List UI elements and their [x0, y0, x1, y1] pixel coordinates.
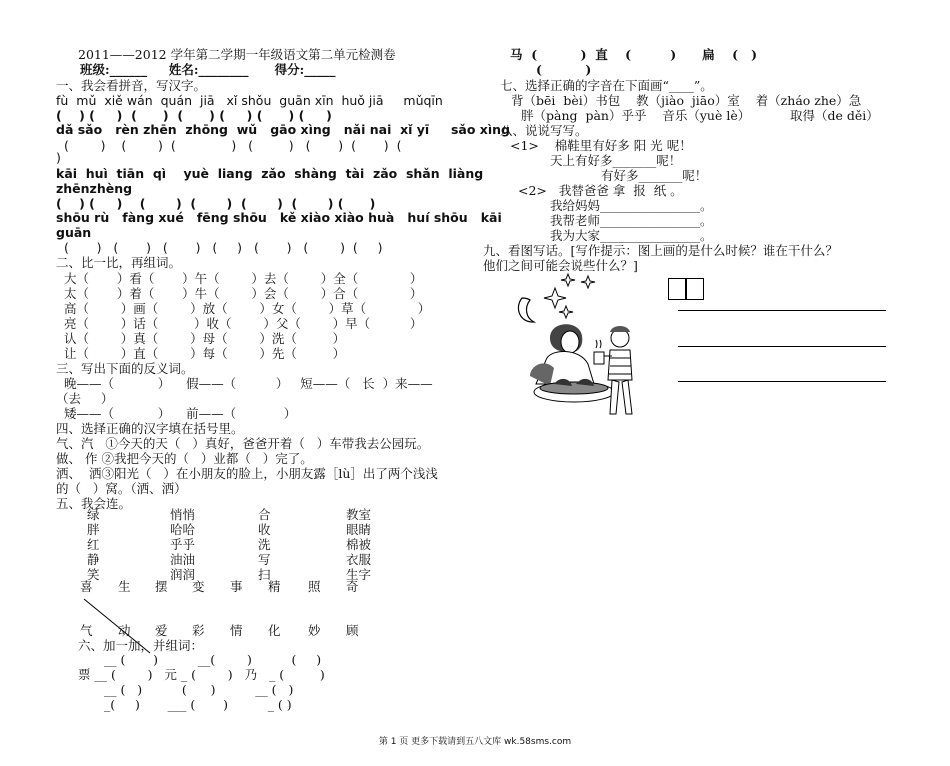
right-text-line: 七、选择正确的字音在下面画“____”。 — [500, 78, 713, 93]
link-char-bottom: 顾 — [346, 623, 359, 638]
link-char-bottom: 化 — [268, 623, 281, 638]
left-text-line: 认（ ）真（ ）母（ ）洗（ ） — [64, 331, 346, 346]
link-char-top: 喜 — [80, 579, 93, 594]
left-text-line: （去 ） — [56, 391, 114, 406]
match-word: 胖 — [87, 522, 100, 537]
link-char-top: 变 — [192, 579, 205, 594]
left-text-line: 五、我会连。 — [56, 496, 132, 511]
right-text-line: 我帮老师________________。 — [550, 213, 713, 228]
match-word: 静 — [87, 552, 100, 567]
match-word: 绿 — [87, 507, 100, 522]
left-text-line: kāi huì tiān qì yuè liang zǎo shàng tài zǎo shǎn liàng — [56, 166, 484, 181]
right-text-line: 天上有好多_______呢！ — [550, 153, 682, 168]
left-text-line: dǎ sǎo rèn zhēn zhōng wǔ gāo xìng nǎi nai xǐ yī sǎo xìng — [56, 122, 510, 137]
match-word: 写 — [258, 552, 271, 567]
left-text-line: 太（ ）着（ ）牛（ ）会（ ）合（ ） — [64, 286, 423, 301]
right-text-line: <1> 棉鞋里有好多 阳 光 呢！ — [510, 138, 692, 153]
match-word: 教室 — [346, 507, 372, 522]
left-text-line: 高（ ）画（ ）放（ ）女（ ）草（ ） — [64, 301, 431, 316]
left-text-line: 三、写出下面的反义词。 — [56, 361, 194, 376]
section6-title: 六、加一加，并组词： — [78, 638, 204, 653]
link-char-bottom: 爱 — [155, 623, 168, 638]
left-text-line: 晚——（ ） 假——（ ） 短——（ 长 ）来—— — [64, 376, 433, 391]
left-text-line: 二、比一比，再组词。 — [56, 255, 182, 270]
link-char-top: 摆 — [155, 579, 168, 594]
right-text-line: 胖（pàng pàn）乎乎 音乐（yuè lè） 取得（de děi） — [521, 108, 879, 123]
mother-son-illustration — [510, 268, 660, 420]
left-text-line: 四、选择正确的汉字填在括号里。 — [56, 421, 244, 436]
left-text-line: 洒、 洒③阳光（ ）在小朋友的脸上，小朋友露［lù］出了两个浅浅 — [56, 466, 438, 481]
section6-line: __ ( ) ( ) __ ( ) — [104, 682, 294, 697]
left-text-line: 做、 作 ②我把今天的（ ）业都（ ）完了。 — [56, 451, 313, 466]
match-word: 悄悄 — [170, 507, 196, 522]
left-text-line: 的（ ）窝。（洒、洒） — [56, 481, 187, 496]
match-word: 收 — [258, 522, 271, 537]
match-word: 合 — [258, 507, 271, 522]
right-text-line: 九、看图写话。[写作提示：图上画的是什么时候？谁在干什么？ — [483, 243, 838, 258]
right-text-line: 我为大家________________。 — [550, 228, 713, 243]
left-text-line: zhēnzhèng — [56, 181, 133, 196]
match-word: 棉被 — [346, 537, 372, 552]
link-char-bottom: 动 — [118, 623, 131, 638]
right-text-line: 我给妈妈________________。 — [550, 198, 713, 213]
page-footer: 第 1 页 更多下载请到五八文库 wk.58sms.com — [378, 737, 572, 747]
left-text-line: ( ) ( ) ( ) ( ) ( ) ( ) ( ) — [56, 240, 383, 255]
link-char-top: 照 — [308, 579, 321, 594]
writing-line-2 — [678, 346, 886, 347]
right-text-line: 八、说说写写。 — [500, 123, 588, 138]
left-text-line: shōu rù fàng xué fēng shōu kě xiào xiào huà huí shōu kāi — [56, 210, 502, 225]
writing-box-1 — [668, 278, 686, 300]
match-word: 洗 — [258, 537, 271, 552]
link-char-top: 奇 — [346, 579, 359, 594]
link-char-bottom: 彩 — [192, 623, 205, 638]
match-word: 衣服 — [346, 552, 372, 567]
match-word: 乎乎 — [170, 537, 196, 552]
match-word: 笑 — [87, 567, 100, 582]
left-text-line: fù mǔ xiě wán quán jiā xǐ shǒu guān xīn huǒ jiā mǔqīn — [56, 93, 443, 108]
link-char-bottom: 妙 — [308, 623, 321, 638]
match-word: 哈哈 — [170, 522, 196, 537]
right-text-line: ( ) — [536, 62, 592, 77]
right-text-line: 有好多_______呢！ — [601, 168, 708, 183]
match-word: 眼睛 — [346, 522, 372, 537]
writing-box-2 — [686, 278, 704, 300]
left-text-line: 一、我会看拼音，写汉字。 — [56, 78, 207, 93]
left-text-line: 让（ ）直（ ）每（ ）先（ ） — [64, 346, 346, 361]
match-word: 油油 — [170, 552, 196, 567]
match-word: 扫 — [258, 567, 271, 582]
link-char-bottom: 情 — [230, 623, 243, 638]
right-text-line: <2> 我替爸爸 拿 报 纸 。 — [518, 183, 683, 198]
left-text-line: 班级:______ 姓名:________ 得分:_____ — [80, 62, 336, 77]
match-word: 红 — [87, 537, 100, 552]
left-text-line: ( ) ( ) ( ) ( ) ( ) ( ) ( ) — [56, 108, 332, 123]
writing-line-3 — [678, 381, 886, 382]
link-char-bottom: 气 — [80, 623, 93, 638]
link-char-top: 生 — [118, 579, 131, 594]
left-text-line: ) — [56, 150, 61, 165]
left-text-line: ( ) ( ) ( ) ( ) ( ) ( ) ( — [56, 138, 402, 153]
left-text-line: 2011——2012 学年第二学期一年级语文第二单元检测卷 — [78, 47, 396, 62]
writing-line-1 — [678, 310, 886, 311]
right-text-line: 马 ( ) 直 ( ) 扁 ( ) — [510, 47, 758, 62]
left-text-line: 亮（ ）话（ ）收（ ）父（ ）早（ ） — [64, 316, 423, 331]
left-text-line: guān — [56, 225, 92, 240]
left-text-line: ( ) ( ) ( ) ( ) ( ) ( ) ( ) — [56, 196, 376, 211]
match-word: 生字 — [346, 567, 372, 582]
right-text-line: 他们之间可能会说些什么？] — [483, 258, 638, 273]
section6-line: _( ) ___ ( ) _ ( ) — [104, 697, 292, 712]
link-char-top: 事 — [230, 579, 243, 594]
match-word: 润润 — [170, 567, 196, 582]
link-char-top: 精 — [268, 579, 281, 594]
left-text-line: 大（ ）看（ ）午（ ）去（ ）全（ ） — [64, 271, 423, 286]
left-text-line: 气、汽 ①今天的天（ ）真好，爸爸开着（ ）车带我去公园玩。 — [56, 436, 430, 451]
right-text-line: 背（bēi bèi）书包 教（jiào jiāo）室 着（zháo zhe）急 — [511, 93, 862, 108]
left-text-line: 矮——（ ） 前——（ ） — [64, 406, 297, 421]
section6-line: 票 __ ( ) 元 _ ( ) 乃 _ ( ) — [78, 667, 325, 682]
section6-line: __ ( ) __( ) ( ) — [104, 652, 322, 667]
